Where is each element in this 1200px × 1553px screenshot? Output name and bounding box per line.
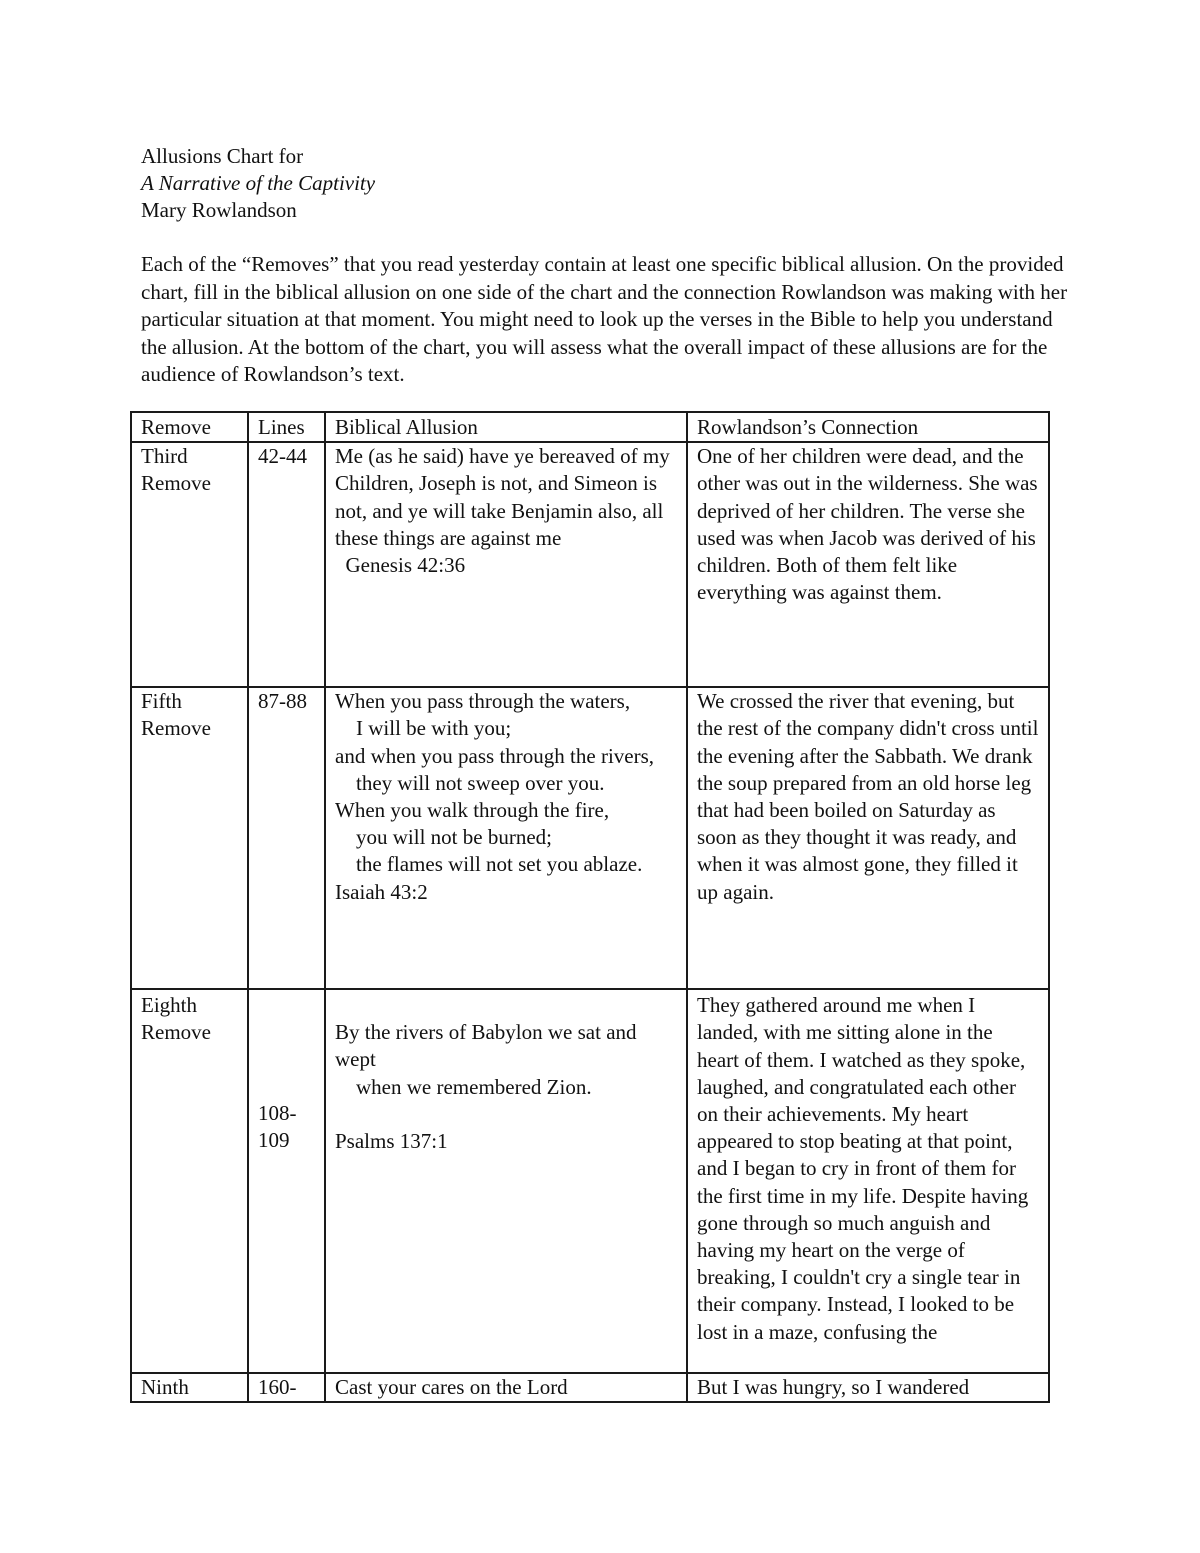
lines-cell <box>248 989 325 1373</box>
table-row <box>131 687 1049 989</box>
remove-cell: Third Remove <box>131 442 248 687</box>
remove-cell: Fifth Remove <box>131 687 248 989</box>
author-name: Mary Rowlandson <box>141 198 297 222</box>
remove-cell: Eighth Remove <box>131 989 248 1373</box>
connection-cell: We crossed the river that evening, but the rest of the company didn't cross until the evening after the Sabbath. We drank the soup prepared from an old horse leg that had been boiled on Saturday as soon as they thought it was ready, and when it was almost gone, they filled it up again. <box>687 687 1049 989</box>
instructions-paragraph: Each of the “Removes” that you read yesterday contain at least one specific biblical allusion. On the provided chart, fill in the biblical allusion on one side of the chart and the connection Rowlandson was making with her particular situation at that moment. You might need to look up the verses in the Bible to help you understand the allusion. At the bottom of the chart, you will assess what the overall impact of these allusions are for the audience of Rowlandson’s text. <box>141 252 1068 386</box>
document-header <box>141 143 1071 224</box>
connection-cell: But I was hungry, so I wandered <box>687 1373 1049 1402</box>
table-row <box>131 989 1049 1373</box>
chart-title: Allusions Chart for <box>141 144 304 168</box>
allusion-cell <box>325 989 687 1373</box>
book-title: A Narrative of the Captivity <box>141 171 376 195</box>
header-connection: Rowlandson’s Connection <box>687 412 1049 442</box>
allusion-cell: Me (as he said) have ye bereaved of my Children, Joseph is not, and Simeon is not, and ye will take Benjamin also, all these things are against me Genesis 42:36 <box>325 442 687 687</box>
table-row <box>131 1373 1049 1402</box>
lines-cell: 42-44 <box>248 442 325 687</box>
table-header-row <box>131 412 1049 442</box>
connection-cell: One of her children were dead, and the other was out in the wilderness. She was deprived of her children. The verse she used was when Jacob was derived of his children. Both of them felt like everything was against them. <box>687 442 1049 687</box>
allusion-cell: When you pass through the waters, I will be with you; and when you pass through the rivers, they will not sweep over you. When you walk through the fire, you will not be burned; the flames will not set you ablaze. Isaiah 43:2 <box>325 687 687 989</box>
remove-cell: Ninth <box>131 1373 248 1402</box>
header-remove: Remove <box>131 412 248 442</box>
lines-cell: 160- <box>248 1373 325 1402</box>
lines-cell-text: 108- 109 <box>258 1101 297 1153</box>
lines-cell: 87-88 <box>248 687 325 989</box>
table-row <box>131 442 1049 687</box>
header-lines: Lines <box>248 412 325 442</box>
allusion-cell-text: By the rivers of Babylon we sat and wept when we remembered Zion. Psalms 137:1 <box>335 1020 637 1154</box>
connection-cell: They gathered around me when I landed, with me sitting alone in the heart of them. I watched as they spoke, laughed, and congratulated each other on their achievements. My heart appeared to stop beating at that point, and I began to cry in front of them for the first time in my life. Despite having gone through so much anguish and having my heart on the verge of breaking, I couldn't cry a single tear in their company. Instead, I looked to be lost in a maze, confusing the <box>687 989 1049 1373</box>
allusions-table <box>130 411 1050 1403</box>
allusion-cell: Cast your cares on the Lord <box>325 1373 687 1402</box>
header-allusion: Biblical Allusion <box>325 412 687 442</box>
